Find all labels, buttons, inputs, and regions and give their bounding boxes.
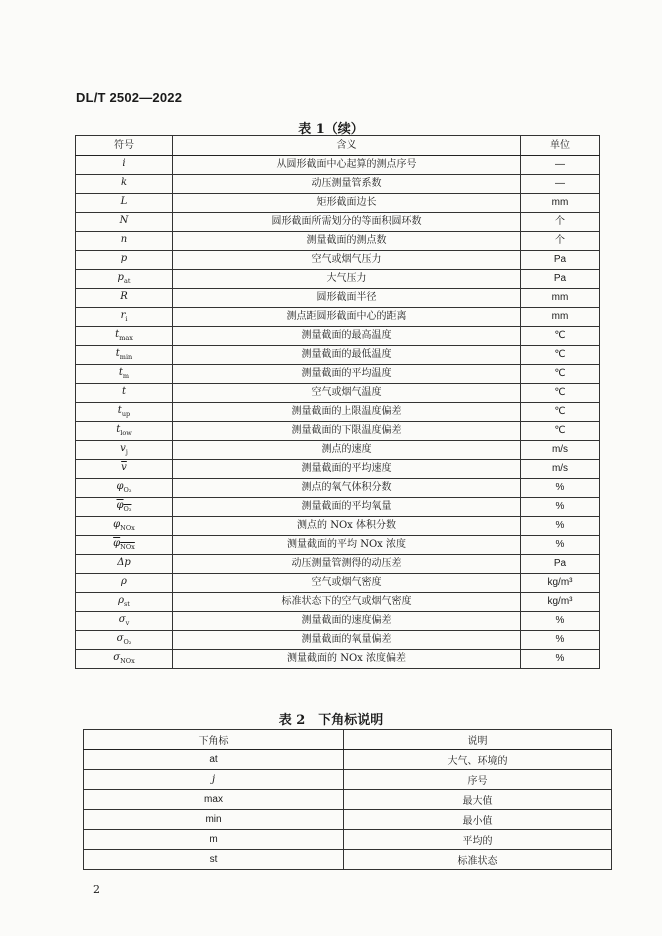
symbol-cell [76,232,173,251]
symbol-cell [76,270,173,289]
symbol [122,158,125,169]
table-row [84,790,612,810]
symbol-subscript: v [125,619,130,628]
symbol-subscript: up [121,410,131,419]
symbol [116,424,132,438]
symbol-base: k [120,177,128,189]
symbol-subscript: NOx [120,543,135,552]
symbol [120,215,129,226]
subscript-cell: j [84,770,344,790]
unit-cell: mm [521,194,600,213]
symbol-base: t [115,348,120,360]
meaning-cell: 测点的氧气体积分数 [173,479,521,498]
symbol [117,405,131,419]
meaning-cell: 测量截面的平均速度 [173,460,521,479]
table-row [76,460,600,479]
table-row [76,308,600,327]
meaning-cell: 测量截面的 NOx 浓度偏差 [173,650,521,669]
symbol-base: v [121,462,127,474]
symbol [113,652,135,666]
unit-cell: ℃ [521,384,600,403]
unit-cell: kg/m³ [521,574,600,593]
symbol [115,329,133,343]
table-row [76,403,600,422]
symbol-cell [76,555,173,574]
table-row [76,441,600,460]
page-number: 2 [93,883,100,896]
description-cell: 最大值 [344,790,612,810]
symbol-subscript: m [122,372,130,381]
symbol-base: φ [116,500,124,512]
table-row [76,498,600,517]
symbol [117,272,131,286]
meaning-cell: 空气或烟气密度 [173,574,521,593]
symbol-subscript: NOx [120,657,135,666]
symbol-cell [76,365,173,384]
symbol-base: i [122,158,126,170]
symbol [113,519,135,533]
unit-cell: m/s [521,460,600,479]
description-cell: 大气、环境的 [344,750,612,770]
symbol-base: v [120,443,126,455]
symbol-base: L [120,196,128,208]
meaning-cell: 测量截面的上限温度偏差 [173,403,521,422]
symbol-base: ρ [118,595,124,607]
column-header-meaning: 含义 [173,136,521,156]
table-row [76,517,600,536]
meaning-cell: 测量截面的速度偏差 [173,612,521,631]
meaning-cell: 标准状态下的空气或烟气密度 [173,593,521,612]
table2-header-row [84,730,612,750]
unit-cell: Pa [521,251,600,270]
table-row [84,750,612,770]
symbol-cell [76,194,173,213]
symbol-base: R [120,291,128,303]
symbol-base: N [119,215,129,227]
symbol-subscript: at [123,277,131,286]
table-row [76,175,600,194]
meaning-cell: 测点的 NOx 体积分数 [173,517,521,536]
subscript-cell: min [84,810,344,830]
unit-cell: Pa [521,270,600,289]
symbol-base: t [117,405,122,417]
subscripts-table [83,729,612,870]
unit-cell: % [521,536,600,555]
symbol [121,462,127,473]
unit-cell: 个 [521,213,600,232]
description-cell: 最小值 [344,810,612,830]
symbol-cell [76,517,173,536]
symbol-cell [76,593,173,612]
description-cell: 序号 [344,770,612,790]
symbol-cell [76,536,173,555]
unit-cell: kg/m³ [521,593,600,612]
table-row [84,770,612,790]
table-row [84,810,612,830]
table-row [76,479,600,498]
table-row [76,650,600,669]
symbol-cell [76,308,173,327]
table-row [76,631,600,650]
unit-cell: — [521,175,600,194]
column-header-description: 说明 [344,730,612,750]
unit-cell: % [521,479,600,498]
symbol [121,196,128,207]
unit-cell: — [521,156,600,175]
table-row [76,289,600,308]
unit-cell: m/s [521,441,600,460]
table-row [76,232,600,251]
table-row [76,194,600,213]
table-row [76,365,600,384]
meaning-cell: 大气压力 [173,270,521,289]
symbol [121,177,127,188]
meaning-cell: 测量截面的测点数 [173,232,521,251]
symbol-cell [76,650,173,669]
symbol [120,291,128,302]
symbol-cell [76,327,173,346]
symbol [113,538,135,552]
symbol-cell [76,403,173,422]
unit-cell: ℃ [521,365,600,384]
symbol-base: r [120,310,126,322]
symbol [116,481,132,495]
unit-cell: ℃ [521,346,600,365]
unit-cell: 个 [521,232,600,251]
unit-cell: % [521,650,600,669]
table-row [76,384,600,403]
description-cell: 平均的 [344,830,612,850]
subscript-cell: max [84,790,344,810]
table-row [76,612,600,631]
symbol-subscript: j [125,448,128,457]
meaning-cell: 测量截面的平均 NOx 浓度 [173,536,521,555]
symbol-cell [76,631,173,650]
symbol [116,633,132,647]
symbol-cell [76,441,173,460]
symbol-cell [76,460,173,479]
meaning-cell: 空气或烟气压力 [173,251,521,270]
unit-cell: ℃ [521,403,600,422]
table-row [76,270,600,289]
column-header-symbol: 符号 [76,136,173,156]
document-code: DL/T 2502—2022 [76,90,183,105]
symbol-base: φ [113,538,121,550]
symbol-subscript: i [125,315,128,324]
meaning-cell: 矩形截面边长 [173,194,521,213]
unit-cell: mm [521,308,600,327]
symbol-cell [76,574,173,593]
table2-title: 表 2 下角标说明 [278,713,384,728]
meaning-cell: 圆形截面半径 [173,289,521,308]
subscript-cell: st [84,850,344,870]
symbols-table [75,135,600,669]
symbol [121,234,127,245]
table-row [84,850,612,870]
meaning-cell: 测量截面的下限温度偏差 [173,422,521,441]
table-row [76,555,600,574]
meaning-cell: 测量截面的氧量偏差 [173,631,521,650]
table2-body [84,750,612,870]
unit-cell: mm [521,289,600,308]
symbol-base: p [117,272,124,284]
table-row [76,346,600,365]
symbol-cell [76,612,173,631]
symbol-base: t [121,386,127,398]
table-row [76,574,600,593]
symbol-base: Δp [117,557,131,569]
meaning-cell: 从圆形截面中心起算的测点序号 [173,156,521,175]
symbol-cell [76,213,173,232]
table1-body [76,156,600,669]
symbol [118,595,130,609]
symbol-cell [76,251,173,270]
meaning-cell: 测量截面的平均温度 [173,365,521,384]
table-row [76,251,600,270]
symbol-subscript: low [120,429,132,438]
unit-cell: % [521,498,600,517]
symbol [120,443,128,457]
symbol-base: t [115,329,120,341]
symbol [118,614,130,628]
symbol-cell [76,175,173,194]
unit-cell: % [521,631,600,650]
unit-cell: % [521,517,600,536]
symbol-cell [76,498,173,517]
table-row [76,593,600,612]
table1-title: 表 1（续） [298,122,364,137]
symbol-cell [76,384,173,403]
table1-header-row [76,136,600,156]
symbol-base: σ [116,633,124,645]
table-row [76,536,600,555]
column-header-unit: 单位 [521,136,600,156]
unit-cell: % [521,612,600,631]
symbol-cell [76,422,173,441]
symbol-cell [76,479,173,498]
symbol [121,253,127,264]
symbol [115,348,133,362]
unit-cell: ℃ [521,422,600,441]
symbol-subscript: st [123,600,130,609]
meaning-cell: 圆形截面所需划分的等面积圆环数 [173,213,521,232]
table-row [76,156,600,175]
table-row [76,213,600,232]
subscript-cell: m [84,830,344,850]
symbol [118,367,130,381]
symbol-subscript: max [119,334,133,343]
meaning-cell: 测量截面的最高温度 [173,327,521,346]
description-cell: 标准状态 [344,850,612,870]
symbol-base: t [118,367,123,379]
symbol [116,500,132,514]
meaning-cell: 测量截面的最低温度 [173,346,521,365]
symbol-subscript: min [119,353,133,362]
column-header-subscript: 下角标 [84,730,344,750]
meaning-cell: 测点距圆形截面中心的距离 [173,308,521,327]
symbol-base: σ [118,614,126,626]
table-row [84,830,612,850]
meaning-cell: 测量截面的平均氧量 [173,498,521,517]
symbol-subscript: O₂ [123,638,132,647]
symbol-base: σ [113,652,121,664]
symbol-cell [76,156,173,175]
subscript-cell: at [84,750,344,770]
symbol-subscript: O₂ [123,505,132,514]
symbol-base: n [120,234,128,246]
symbol-base: φ [113,519,121,531]
symbol-base: t [116,424,121,436]
symbol-base: p [120,253,128,265]
symbol-cell [76,346,173,365]
meaning-cell: 测点的速度 [173,441,521,460]
table-row [76,327,600,346]
meaning-cell: 空气或烟气温度 [173,384,521,403]
table-row [76,422,600,441]
symbol-subscript: O₂ [123,486,132,495]
symbol [120,310,128,324]
meaning-cell: 动压测量管测得的动压差 [173,555,521,574]
meaning-cell: 动压测量管系数 [173,175,521,194]
symbol [117,557,131,568]
symbol-subscript: NOx [120,524,135,533]
unit-cell: Pa [521,555,600,574]
unit-cell: ℃ [521,327,600,346]
symbol-base: φ [116,481,124,493]
symbol-base: ρ [121,576,127,588]
symbol [121,576,127,587]
symbol [122,386,126,397]
symbol-cell [76,289,173,308]
